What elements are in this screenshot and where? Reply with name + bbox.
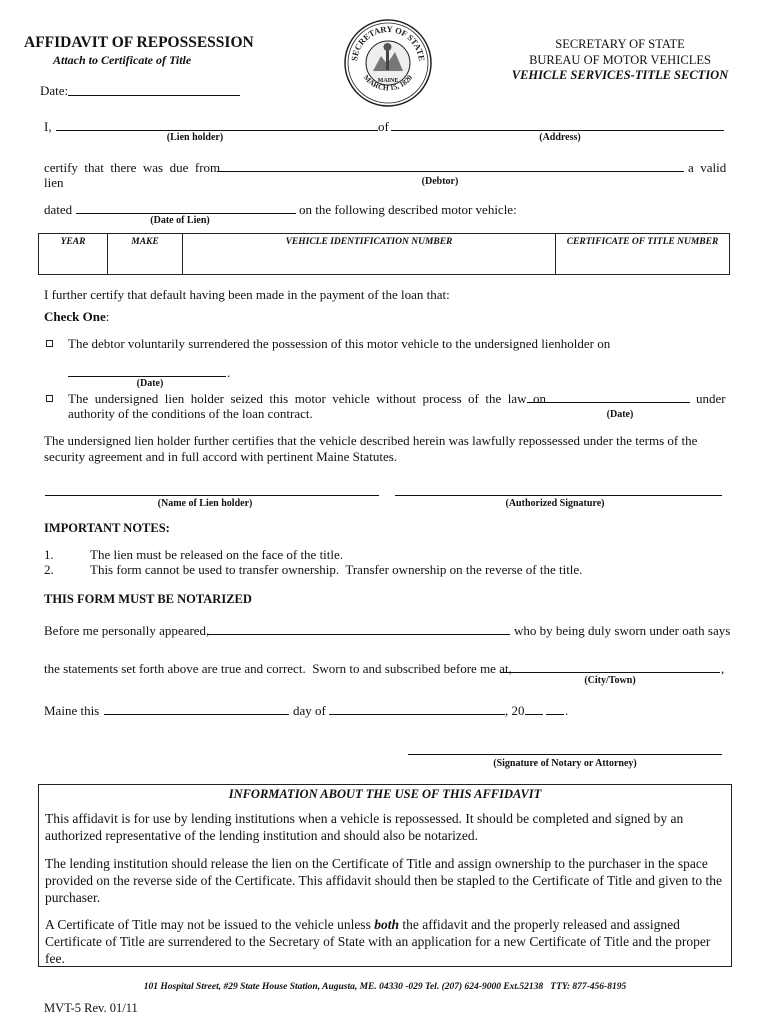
certify-text: certify that there was due from	[44, 160, 221, 175]
authorized-signature-caption: (Authorized Signature)	[505, 498, 605, 509]
option1-date-field[interactable]	[68, 376, 226, 377]
footer-address: 101 Hospital Street, #29 State House Station, Augusta, ME. 04330 -029 Tel. (207) 624-9000 Ext.52138 TTY: 877-456-8195	[143, 982, 627, 992]
form-title: AFFIDAVIT OF REPOSSESSION	[24, 34, 254, 51]
state-seal	[343, 16, 433, 110]
info-p3-after: the affidavit and the properly released and assigned Certificate of Title are surrendered to the Secretary of State with an application for a new Certificate of Title and the proper fee.	[45, 917, 711, 966]
title-number-cell[interactable]	[556, 234, 730, 275]
agency-block	[500, 37, 740, 84]
make-cell[interactable]	[108, 234, 183, 275]
col-header-vin: VEHICLE IDENTIFICATION NUMBER	[285, 237, 453, 247]
info-heading: INFORMATION ABOUT THE USE OF THIS AFFIDAVIT	[228, 787, 542, 801]
notes-heading: IMPORTANT NOTES:	[44, 521, 170, 535]
before-me-text: Before me personally appeared,	[44, 623, 210, 638]
check-one-text: Check One	[44, 309, 106, 324]
option2-text: The undersigned lien holder seized this motor vehicle without process of the law on	[68, 391, 546, 406]
date-of-lien-caption: (Date of Lien)	[150, 215, 210, 226]
day-field[interactable]	[104, 714, 289, 715]
seal-center-text: MAINE	[377, 78, 399, 84]
form-id: MVT-5 Rev. 01/11	[44, 1001, 138, 1015]
check-one-colon: :	[105, 309, 110, 324]
valid-text: a valid	[688, 160, 727, 175]
sworn-text: who by being duly sworn under oath says	[514, 623, 731, 638]
option2-date-field[interactable]	[527, 402, 690, 403]
further-certify-text: I further certify that default having been made in the payment of the loan that:	[44, 287, 450, 302]
col-header-make: MAKE	[131, 237, 159, 247]
day-of-text: day of	[293, 703, 326, 718]
city-town-field[interactable]	[500, 672, 720, 673]
agency-line-3: VEHICLE SERVICES-TITLE SECTION	[511, 68, 729, 82]
city-town-caption: (City/Town)	[584, 675, 636, 686]
address-field[interactable]	[391, 130, 724, 131]
form-subtitle: Attach to Certificate of Title	[53, 53, 192, 67]
info-paragraph-2: The lending institution should release the lien on the Certificate of Title and assign ownership to the purchaser in the space provided on the reverse side of the Certificate. This affidavit should then be stapled to the Certificate of Title and given to the purchaser.	[45, 856, 722, 905]
debtor-caption: (Debtor)	[421, 176, 459, 187]
appeared-name-field[interactable]	[207, 634, 510, 635]
year-cell[interactable]	[39, 234, 108, 275]
lienholder-caption: (Lien holder)	[166, 132, 224, 143]
year-prefix: , 20	[505, 703, 525, 718]
vehicle-table	[38, 233, 730, 275]
agency-line-2: BUREAU OF MOTOR VEHICLES	[529, 52, 711, 67]
lienholder-name-caption: (Name of Lien holder)	[157, 498, 253, 509]
notary-heading: THIS FORM MUST BE NOTARIZED	[44, 592, 252, 606]
i-label: I,	[44, 119, 52, 134]
check-one-heading	[44, 309, 109, 325]
vin-cell[interactable]	[183, 234, 556, 275]
address-caption: (Address)	[539, 132, 581, 143]
note-2-text: This form cannot be used to transfer ownership. Transfer ownership on the reverse of the title.	[90, 562, 583, 577]
info-paragraph-3	[45, 916, 725, 967]
option2-date-caption: (Date)	[606, 409, 634, 420]
year-field-2[interactable]	[546, 714, 564, 715]
notary-signature-caption: (Signature of Notary or Attorney)	[493, 758, 637, 769]
note-1-text: The lien must be released on the face of the title.	[90, 547, 344, 562]
seal-top-text: SECRETARY OF STATE	[349, 23, 427, 62]
option1-checkbox[interactable]	[46, 340, 53, 347]
notary-signature-field[interactable]	[408, 754, 722, 755]
note-1-num: 1.	[44, 547, 54, 562]
option2-text-line2: authority of the conditions of the loan contract.	[68, 406, 313, 421]
col-header-year: YEAR	[60, 237, 86, 247]
col-header-title-number: CERTIFICATE OF TITLE NUMBER	[566, 237, 719, 247]
of-label: of	[378, 119, 389, 134]
maine-this-text: Maine this	[44, 703, 100, 718]
authorized-signature-field[interactable]	[395, 495, 722, 496]
info-p3-both: both	[374, 917, 399, 932]
lienholder-field[interactable]	[56, 130, 378, 131]
option2-checkbox[interactable]	[46, 395, 53, 402]
info-paragraph-1: This affidavit is for use by lending institutions when a vehicle is repossessed. It should be completed and signed by an authorized representative of the lending institution and should also be notarized.	[45, 811, 684, 843]
option1-period: .	[227, 365, 231, 380]
info-p3-before: A Certificate of Title may not be issued to the vehicle unless	[45, 917, 371, 932]
option1-text: The debtor voluntarily surrendered the possession of this motor vehicle to the undersigned lienholder on	[68, 336, 611, 351]
seal-bottom-text: MARCH 15, 1820	[361, 72, 415, 93]
date-of-lien-field[interactable]	[76, 213, 296, 214]
date-label: Date:	[40, 83, 69, 98]
option2-under: under	[696, 391, 726, 406]
lienholder-name-field[interactable]	[45, 495, 379, 496]
certifies-paragraph: The undersigned lien holder further certifies that the vehicle described herein was lawfully repossessed under the terms of the security agreement and in full accord with pertinent Maine Statutes.	[44, 433, 698, 464]
debtor-field[interactable]	[217, 171, 684, 172]
year-suffix: .	[565, 703, 569, 718]
city-comma: ,	[721, 661, 725, 676]
year-field-1[interactable]	[525, 714, 543, 715]
date-field[interactable]	[68, 95, 240, 96]
note-2-num: 2.	[44, 562, 54, 577]
statements-text: the statements set forth above are true and correct. Sworn to and subscribed before me at,	[44, 661, 512, 676]
option1-date-caption: (Date)	[136, 378, 164, 389]
following-text: on the following described motor vehicle:	[299, 202, 517, 217]
month-field[interactable]	[329, 714, 505, 715]
agency-line-1: SECRETARY OF STATE	[555, 37, 685, 51]
lien-text: lien	[44, 175, 64, 190]
dated-label: dated	[44, 202, 73, 217]
